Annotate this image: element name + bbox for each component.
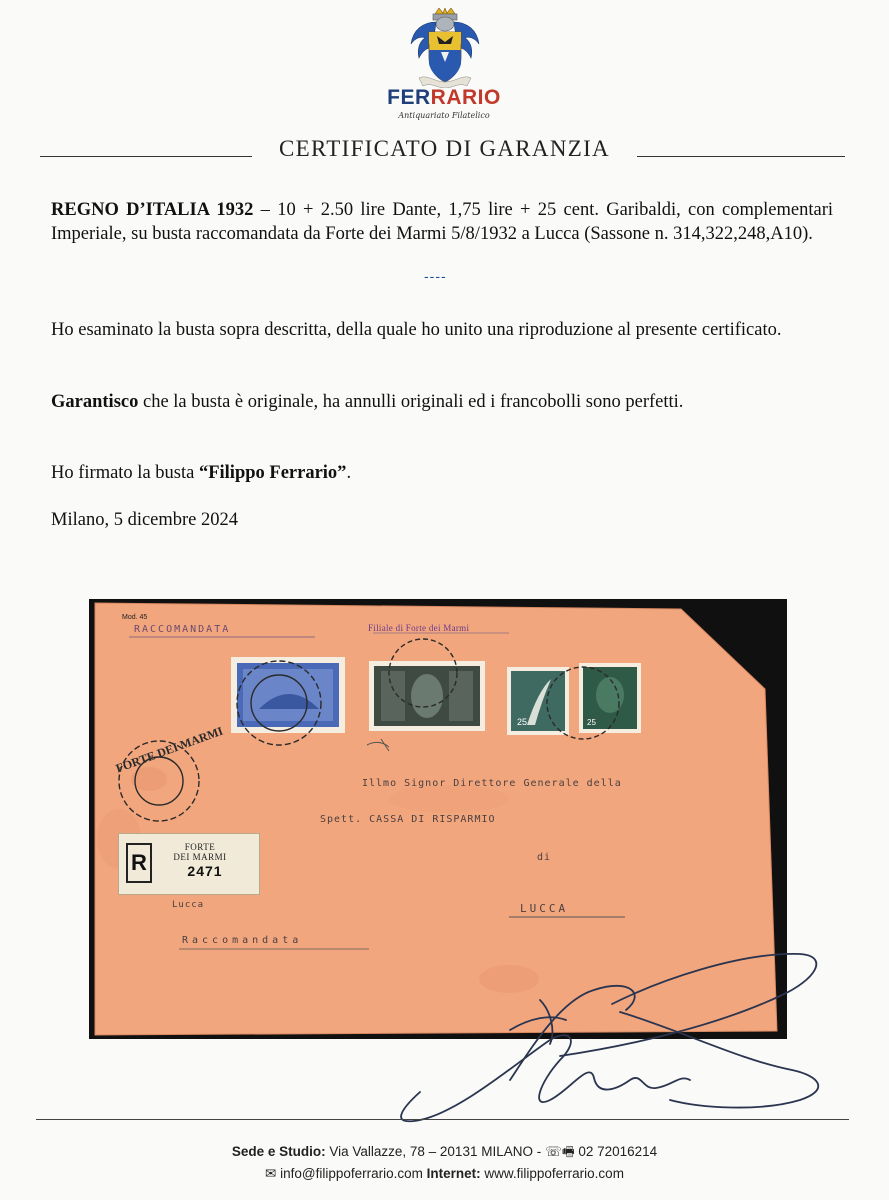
signature-statement-prefix: Ho firmato la busta: [51, 463, 199, 483]
guarantee-body: che la busta è originale, ha annulli originali ed i francobolli sono perfetti.: [138, 392, 684, 412]
envelope-city: LUCCA: [520, 902, 569, 915]
stamp-imperiale-25: [507, 667, 569, 735]
guarantee-statement: [51, 390, 833, 414]
footer-internet-label: Internet:: [426, 1166, 481, 1181]
envelope-form-code: Mod. 45: [122, 614, 148, 621]
envelope-office-stamp: Filiale di Forte dei Marmi: [368, 623, 470, 633]
footer-seat-label: Sede e Studio:: [231, 1144, 326, 1159]
stamp-garibaldi-green: [369, 661, 485, 731]
heraldic-crest-icon: [405, 8, 485, 88]
guarantee-lead: Garantisco: [51, 392, 139, 412]
envelope-addressee-line1: Illmo Signor Direttore Generale della: [362, 778, 622, 789]
place-and-date: Milano, 5 dicembre 2024: [51, 510, 239, 530]
envelope-addressee-line3: di: [537, 852, 552, 863]
item-description-body: – 10 + 2.50 lire Dante, 1,75 lire + 25 cent. Garibaldi, con complementari Imperiale, su busta raccomandata da Forte dei Marmi 5/8/1932 a Lucca (Sassone n. 314,322,248,A10).: [51, 200, 834, 244]
footer-website[interactable]: www.filippoferrario.com: [480, 1166, 624, 1181]
registration-number: 2471: [187, 863, 223, 879]
stamp-imperiale-portrait: [579, 663, 641, 733]
title-divider-right: [637, 156, 845, 157]
footer-contacts: [0, 1166, 889, 1182]
footer-divider: [36, 1119, 849, 1120]
registration-letter: R: [126, 843, 152, 883]
envelope-header-label: RACCOMANDATA: [134, 624, 231, 635]
certificate-title: CERTIFICATO DI GARANZIA: [279, 136, 610, 161]
registration-place: FORTE DEI MARMI: [173, 842, 227, 862]
signer-name: “Filippo Ferrario”: [198, 463, 347, 483]
brand-text-part2: RARIO: [430, 86, 501, 109]
svg-text:25: 25: [517, 717, 528, 727]
footer-seat-value: Via Vallazze, 78 – 20131 MILANO - ☏🖷 02 72016214: [325, 1144, 658, 1159]
svg-text:25: 25: [587, 718, 596, 727]
handwritten-signature: [380, 940, 840, 1130]
examination-statement: Ho esaminato la busta sopra descritta, della quale ho unito una riproduzione al presente certificato.: [51, 320, 782, 340]
signature-statement: [51, 461, 833, 485]
brand-tagline: Antiquariato Filatelico: [398, 111, 490, 120]
envelope-bottom-label: Raccomandata: [182, 935, 303, 946]
title-divider-left: [40, 156, 252, 157]
item-description-lead: REGNO D’ITALIA 1932: [51, 200, 254, 220]
brand-logo-text: [344, 86, 544, 110]
footer-email[interactable]: ✉ info@filippoferrario.com: [265, 1166, 423, 1181]
item-description: [51, 198, 833, 246]
envelope-city-small: Lucca: [172, 900, 205, 910]
stamp-dante-blue: [231, 657, 345, 733]
envelope-addressee-line2: Spett. CASSA DI RISPARMIO: [320, 814, 496, 825]
signature-statement-suffix: .: [346, 463, 352, 483]
postmark-text: FORTE DEI MARMI: [113, 723, 225, 776]
brand-text-part1: FER: [387, 86, 431, 109]
footer-address: [0, 1142, 889, 1165]
section-separator: ----: [424, 268, 447, 284]
